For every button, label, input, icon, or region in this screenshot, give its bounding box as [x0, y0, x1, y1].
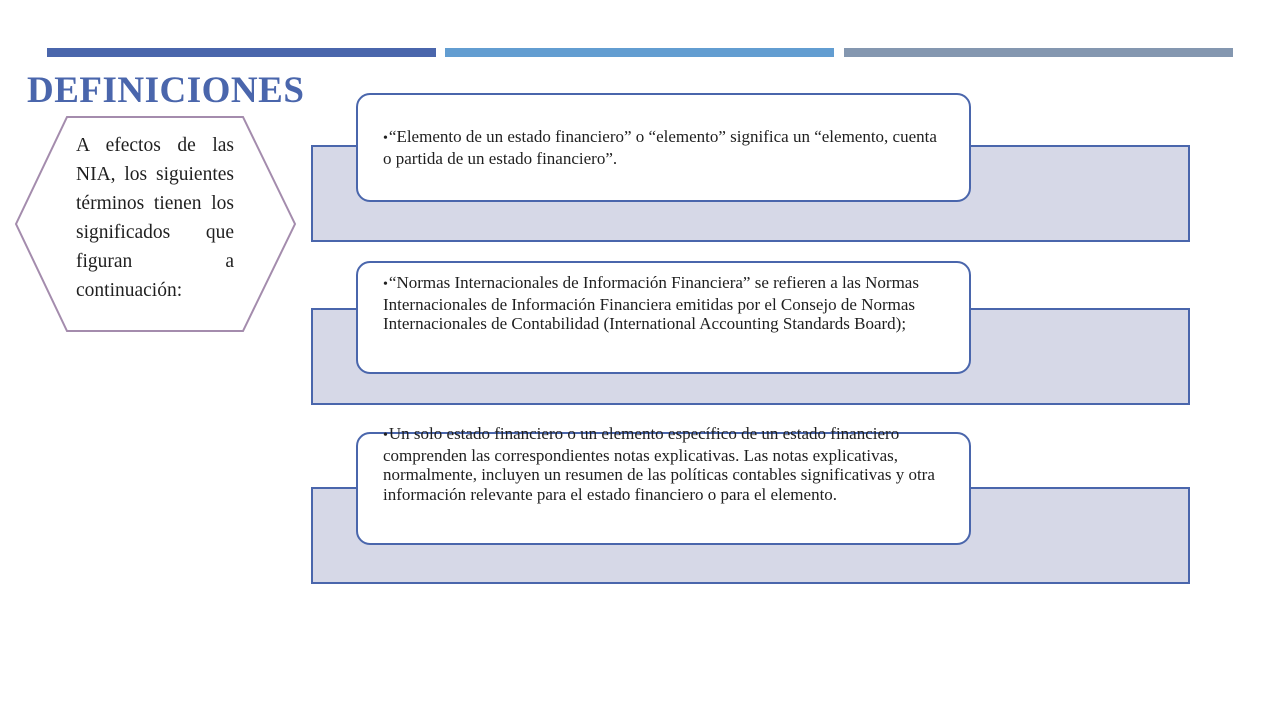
definition-content-1: “Elemento de un estado financiero” o “elemento” significa un “elemento, cuenta o partida de un estado financiero”.: [383, 127, 937, 168]
page-title: DEFINICIONES: [27, 70, 305, 111]
definition-content-2: “Normas Internacionales de Información Financiera” se refieren a las Normas Internacionales de Información Financiera emitidas por el Consejo de Normas Internacionales de Contabilidad (International Accounting Standards Board);: [383, 273, 919, 333]
bullet-icon: •: [383, 277, 388, 292]
intro-text: A efectos de las NIA, los siguientes términos tienen los significados que figuran a continuación:: [76, 135, 234, 301]
accent-bar-left: [47, 48, 436, 57]
definition-content-3: Un solo estado financiero o un elemento específico de un estado financiero comprenden las correspondientes notas explicativas. Las notas explicativas, normalmente, incluyen un resumen de las políticas contables significativas y otra información relevante para el estado financiero o para el elemento.: [383, 424, 935, 504]
bullet-icon: •: [383, 131, 388, 146]
accent-bar-middle: [445, 48, 834, 57]
bullet-icon: •: [383, 428, 388, 443]
definition-text-2: [383, 273, 943, 334]
definition-text-3: [383, 424, 943, 504]
accent-bar-right: [844, 48, 1233, 57]
definition-text-1: [383, 127, 943, 168]
